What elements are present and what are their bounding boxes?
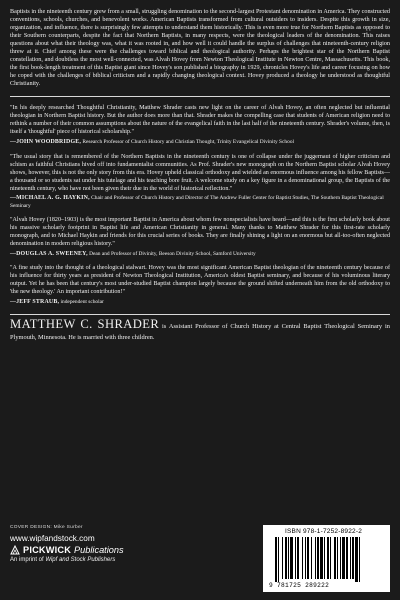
divider bbox=[10, 96, 390, 97]
divider bbox=[10, 314, 390, 315]
endorsement-haykin bbox=[10, 154, 390, 211]
endorsement-attribution bbox=[10, 299, 390, 306]
imprint-prefix: An imprint of bbox=[10, 557, 46, 563]
endorser-name: —DOUGLAS A. SWEENEY, bbox=[10, 251, 88, 258]
endorsement-quote: "Alvah Hovey (1820–1903) is the most important Baptist in America about whom few nonspecialists have heard—and this is the first scholarly book about his massive scholarly footprint in Baptist life and American Christianity in general. Many thanks to Matthew Shrader for this first-rate scholarly monograph, and to Michael Haykin and friends for this crucial series of books. They are finally shining a light on an enormous but all-too-often neglected denomination in modern religious history." bbox=[10, 217, 390, 248]
imprint-name: Wipf and Stock Publishers bbox=[45, 557, 116, 563]
endorsement-attribution bbox=[10, 195, 390, 210]
publisher-sub: Publications bbox=[74, 545, 124, 555]
endorsement-quote: "A fine study into the thought of a theological stalwart. Hovey was the most significant American Baptist theologian of the nineteenth century because of his influence for thirty years as president of Newton Theological Institution, America's oldest Baptist seminary, and because of his voluminous literary output. Yet he has been that century's most under-studied Baptist champion largely because the ground shifted underneath him from the old orthodoxy to 'the new theology.' An important contribution!" bbox=[10, 265, 390, 296]
endorsement-woodbridge bbox=[10, 105, 390, 146]
book-description: Baptists in the nineteenth century grew from a small, struggling denomination to the second-largest Protestant denomination in America. They constructed conventions, schools, churches, and benevolent works. American Baptists transformed from cultural outsiders to insiders. Despite this growth in size, organization, and influence, there is surprisingly few attempts to understand them historically. This is even more true for Northern Baptists as opposed to their Southern counterparts, despite the fact that Northern Baptists, in many respects, were the theological leaders of the denomination. This raises questions about what their theology was, what it was rooted in, and how well it could handle the surplus of challenges that nineteenth-century religion threw at it. Chief among these were the challenges toward biblical and theological authority. Perhaps the brightest star of the Northern Baptist constellation, and doubtless the most well-connected, was Alvah Hovey from Newton Theological Institute in Newton Centre, Massachusetts. This book, the first book-length treatment of this Baptist giant since Hovey's son published a biography in 1929, chronicles Hovey's life and career focusing on how he coped with the challenges of biblical criticism and a rapidly changing theological context. Hovey produced a theology he understood as thoughtful Christianity. bbox=[10, 9, 390, 88]
barcode bbox=[263, 525, 390, 592]
endorser-name: —JEFF STRAUB, bbox=[10, 299, 60, 306]
cover-design-credit: COVER DESIGN: Mike Surber bbox=[10, 525, 83, 530]
author-name: MATTHEW C. SHRADER bbox=[10, 316, 160, 331]
back-cover-text bbox=[10, 8, 390, 344]
footer bbox=[10, 525, 390, 593]
endorser-title: Dean and Professor of Divinity, Beeson Divinity School, Samford University bbox=[89, 251, 256, 258]
pickwick-logo-icon bbox=[10, 545, 20, 555]
author-bio bbox=[10, 316, 390, 344]
endorsement-straub bbox=[10, 265, 390, 306]
barcode-number: 9 781725 289222 bbox=[269, 582, 330, 589]
endorser-title: Research Professor of Church History and Christian Thought, Trinity Evangelical Divinity School bbox=[82, 139, 295, 146]
author-bio-text: is Assistant Professor of Church History at Central Baptist Theological Seminary in Plymouth, Minnesota. He is married with three children. bbox=[10, 322, 390, 342]
endorser-title: independent scholar bbox=[60, 299, 104, 306]
endorsement-quote: "The usual story that is remembered of the Northern Baptists in the nineteenth century is one of collapse under the juggernaut of higher criticism and schism as faithful Christians hived off into fundamentalist communities. As Prof. Shrader's new monograph on the Northern Baptist scholar Alvah Hovey shows, however, this is not the only story from this era. Hovey upheld classical orthodoxy and wielded an enormous influence among his fellow Baptists—a thousand or so students sat under his tutelage and his teaching bore fruit. A welcome study on a key figure in a denominational group, the Baptists of the nineteenth century, who have not been given their due in the world of historical reflection." bbox=[10, 153, 390, 192]
publisher-url: www.wipfandstock.com bbox=[10, 534, 95, 543]
endorsement-attribution bbox=[10, 139, 390, 146]
publisher-name: PICKWICK bbox=[23, 545, 72, 555]
endorser-name: —MICHAEL A. G. HAYKIN, bbox=[10, 195, 90, 202]
endorsement-sweeney bbox=[10, 217, 390, 258]
endorser-title: Chair and Professor of Church History and Director of The Andrew Fuller Center for Baptist Studies, The Southern Baptist Theological Seminary bbox=[10, 195, 384, 209]
endorsement-attribution bbox=[10, 251, 390, 258]
endorsement-quote: "In his deeply researched Thoughtful Christianity, Matthew Shrader casts new light on the career of Alvah Hovey, an often neglected but influential theologian in Northern Baptist history. But the author does more than that. Shrader makes the compelling case that students of American religion need to rethink a number of their common assumptions about the nature of the evangelical faith in the last half of the nineteenth century. Shrader's volume, then, is itself a 'thoughtful' piece of historical scholarship." bbox=[10, 105, 390, 136]
endorser-name: —JOHN WOODBRIDGE, bbox=[10, 139, 82, 146]
isbn-label: ISBN 978-1-7252-8922-2 bbox=[285, 528, 363, 535]
